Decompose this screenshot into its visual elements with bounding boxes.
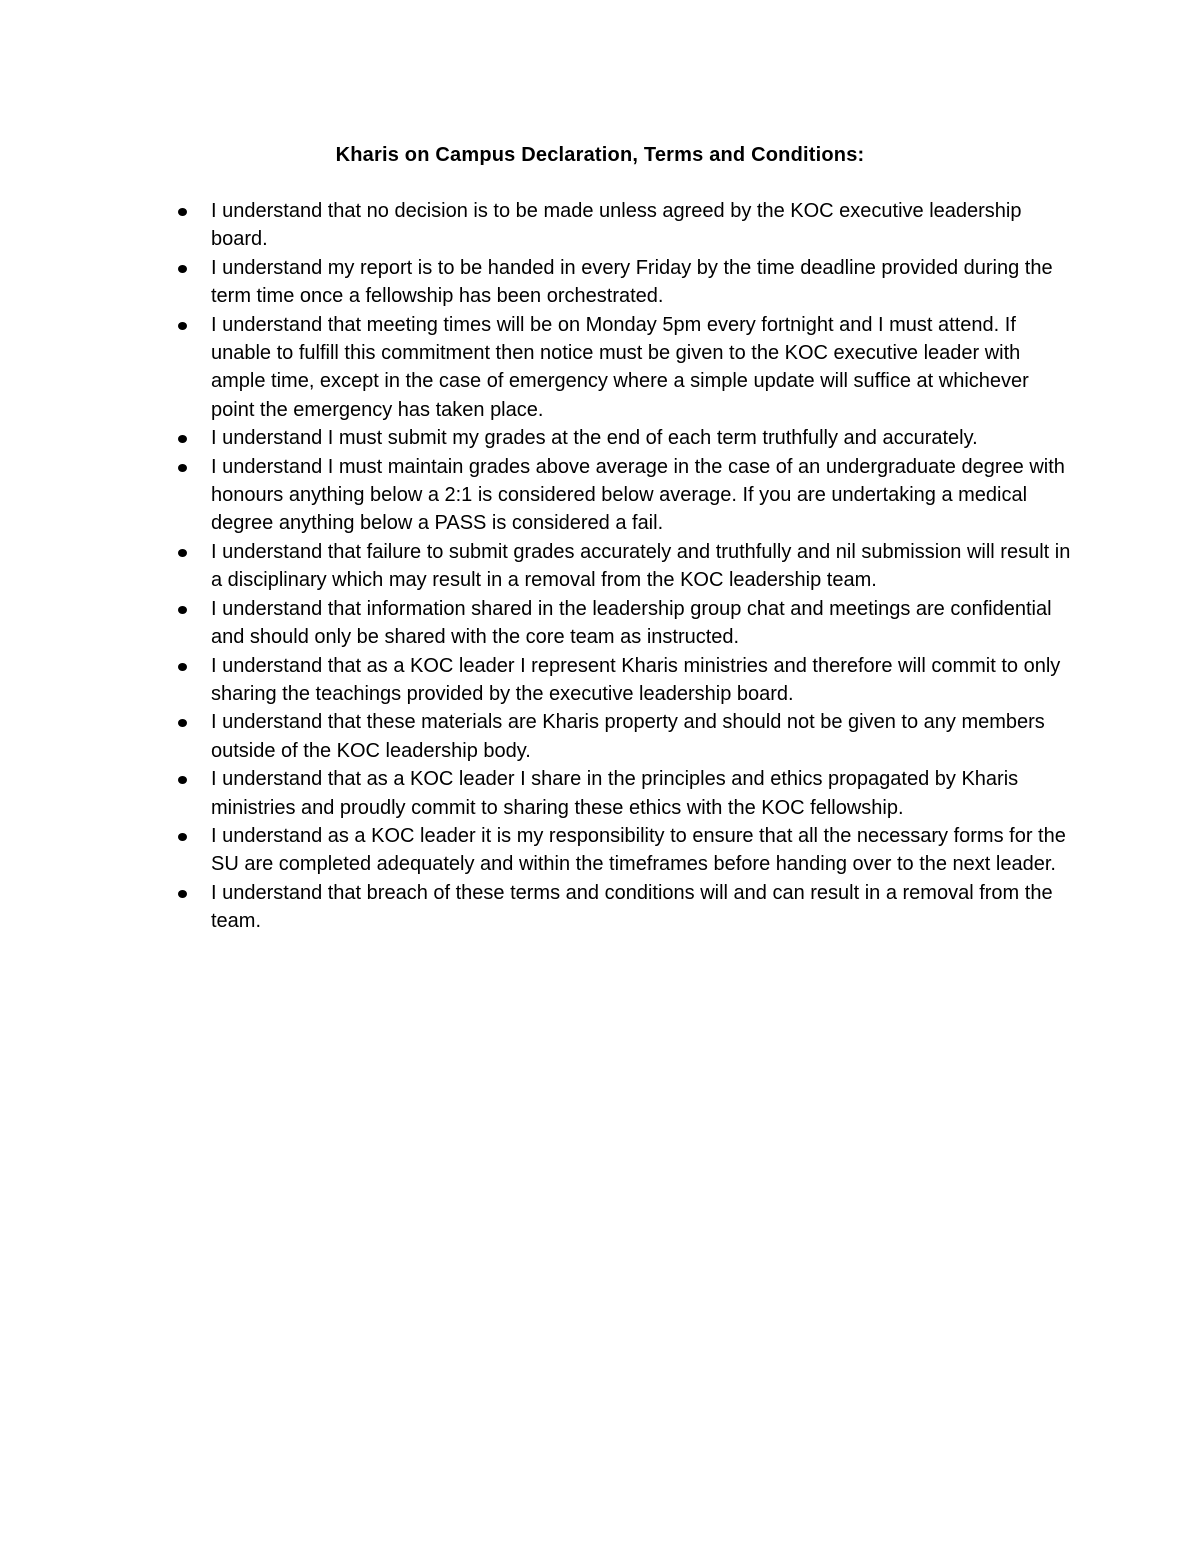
term-item-3 xyxy=(211,311,1071,425)
term-text: I understand as a KOC leader it is my responsibility to ensure that all the necessary forms for the SU are completed adequately and within the timeframes before handing over to the next leader. xyxy=(211,824,1066,876)
term-text: I understand that as a KOC leader I represent Kharis ministries and therefore will commit to only sharing the teachings provided by the executive leadership board. xyxy=(211,654,1061,705)
terms-list xyxy=(211,197,1071,936)
term-item-6 xyxy=(211,538,1071,595)
bullet-icon xyxy=(178,606,187,614)
term-item-11 xyxy=(211,822,1071,879)
term-text: I understand I must maintain grades above average in the case of an undergraduate degree with honours anything below a 2:1 is considered below average. If you are undertaking a medical degree anything below a PASS is considered a fail. xyxy=(211,455,1065,535)
term-item-9 xyxy=(211,708,1071,765)
term-item-1 xyxy=(211,197,1071,254)
bullet-icon xyxy=(178,464,187,472)
bullet-icon xyxy=(178,322,187,330)
term-text: I understand that breach of these terms and conditions will and can result in a removal from the team. xyxy=(211,881,1053,933)
term-text: I understand that information shared in the leadership group chat and meetings are confidential and should only be shared with the core team as instructed. xyxy=(211,597,1052,649)
term-text: I understand I must submit my grades at the end of each term truthfully and accurately. xyxy=(211,427,978,450)
bullet-icon xyxy=(178,208,187,216)
bullet-icon xyxy=(178,833,187,841)
term-text: I understand that meeting times will be on Monday 5pm every fortnight and I must attend. If unable to fulfill this commitment then notice must be given to the KOC executive leader with ample time, except in the case of emergency where a simple update will suffice at whichever point the emergency has taken place. xyxy=(211,313,1029,421)
term-item-12 xyxy=(211,879,1071,936)
bullet-icon xyxy=(178,890,187,898)
term-text: I understand that no decision is to be made unless agreed by the KOC executive leadership board. xyxy=(211,200,1022,251)
bullet-icon xyxy=(178,435,187,443)
term-text: I understand that failure to submit grades accurately and truthfully and nil submission will result in a disciplinary which may result in a removal from the KOC leadership team. xyxy=(211,540,1071,592)
term-item-4 xyxy=(211,424,1071,452)
term-text: I understand my report is to be handed in every Friday by the time deadline provided during the term time once a fellowship has been orchestrated. xyxy=(211,256,1053,308)
term-item-2 xyxy=(211,254,1071,311)
bullet-icon xyxy=(178,265,187,273)
term-text: I understand that as a KOC leader I share in the principles and ethics propagated by Kharis ministries and proudly commit to sharing these ethics with the KOC fellowship. xyxy=(211,768,1019,819)
bullet-icon xyxy=(178,549,187,557)
bullet-icon xyxy=(178,719,187,727)
term-text: I understand that these materials are Kharis property and should not be given to any members outside of the KOC leadership body. xyxy=(211,711,1045,762)
term-item-10 xyxy=(211,765,1071,822)
bullet-icon xyxy=(178,776,187,784)
term-item-5 xyxy=(211,453,1071,538)
term-item-8 xyxy=(211,652,1071,709)
term-item-7 xyxy=(211,595,1071,652)
document-title: Kharis on Campus Declaration, Terms and Conditions: xyxy=(335,144,865,166)
bullet-icon xyxy=(178,663,187,671)
